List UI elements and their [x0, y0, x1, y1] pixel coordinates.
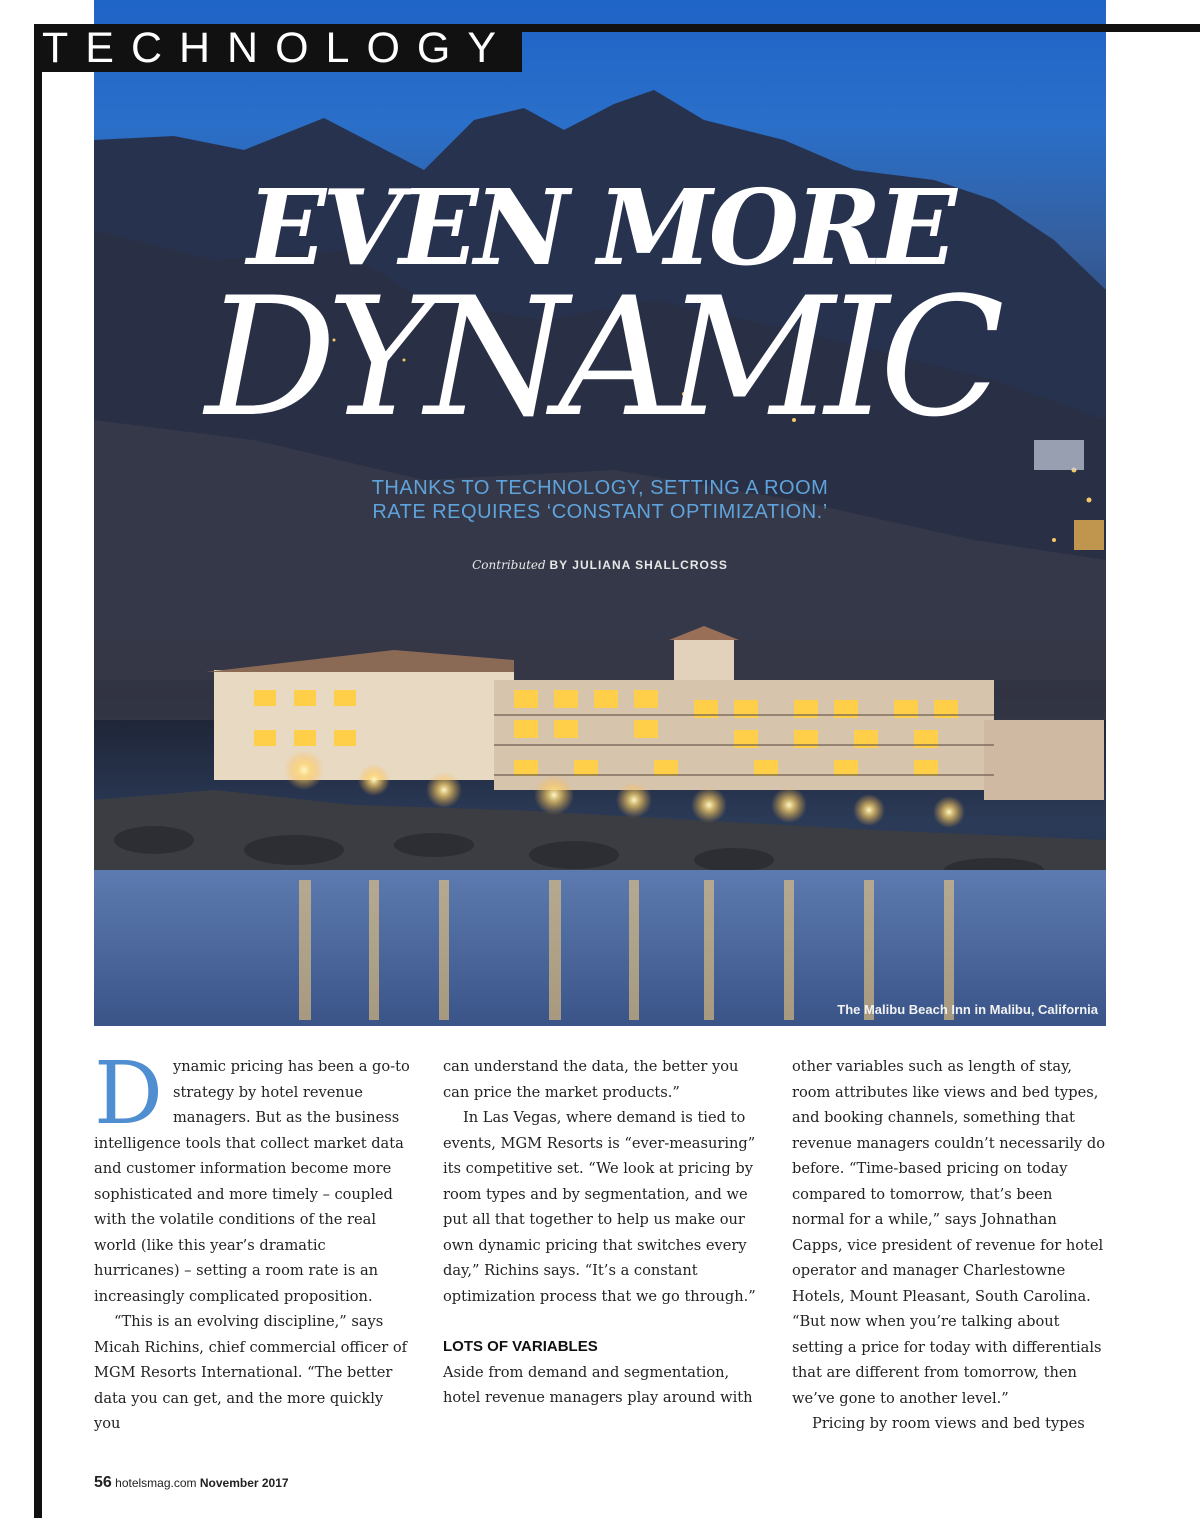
page-number: 56	[94, 1474, 112, 1491]
article-body	[94, 1044, 1106, 1432]
byline-author: BY JULIANA SHALLCROSS	[549, 558, 728, 572]
article-column-3	[792, 1054, 1108, 1437]
article-column-2	[443, 1054, 759, 1411]
paragraph: In Las Vegas, where demand is tied to events, MGM Resorts is “ever-measuring” its competitive set. “We look at pricing by room types and by segmentation, and we put all that together to help us make our own dynamic pricing that switches every day,” Richins says. “It’s a constant optimization process that we go through.”	[443, 1109, 756, 1305]
headline-line-2: DYNAMIC	[205, 262, 995, 453]
paragraph: Pricing by room views and bed types	[812, 1415, 1085, 1432]
deck-line-2: RATE REQUIRES ‘CONSTANT OPTIMIZATION.’	[372, 501, 828, 523]
footer-date: November 2017	[199, 1476, 289, 1490]
section-label: TECHNOLOGY	[34, 24, 522, 72]
drop-cap: D	[94, 1044, 163, 1144]
article-column-1	[94, 1044, 410, 1437]
paragraph: “This is an evolving discipline,” says Micah Richins, chief commercial officer of MGM Resorts International. “The better data you can get, and the more quickly you	[94, 1313, 408, 1432]
photo-caption: The Malibu Beach Inn in Malibu, California	[837, 1002, 1098, 1017]
byline	[300, 558, 900, 572]
footer-site: hotelsmag.com	[115, 1476, 197, 1490]
paragraph: ynamic pricing has been a go-to strategy by hotel revenue managers. But as the business intelligence tools that collect market data and customer information become more sophisticated and more timely – coupled with the volatile conditions of the real world (like this year’s dramatic hurricanes) – setting a room rate is an increasingly complicated proposition.	[94, 1058, 410, 1305]
frame-left-rule	[34, 24, 42, 1518]
subhead: LOTS OF VARIABLES	[443, 1338, 598, 1355]
page-footer	[94, 1474, 289, 1492]
paragraph: other variables such as length of stay, room attributes like views and bed types, and booking channels, something that revenue managers couldn’t necessarily do before. “Time-based pricing on today compared to tomorrow, that’s been normal for a while,” says Johnathan Capps, vice president of revenue for hotel operator and manager Charlestowne Hotels, Mount Pleasant, South Carolina. “But now when you’re talking about setting a price for today with differentials that are different from tomorrow, then we’ve gone to another level.”	[792, 1058, 1106, 1407]
byline-contributed: Contributed	[472, 558, 546, 572]
paragraph: Aside from demand and segmentation, hotel revenue managers play around with	[443, 1363, 753, 1406]
headline-line-1: EVEN MORE	[247, 166, 953, 289]
deck-line-1: THANKS TO TECHNOLOGY, SETTING A ROOM	[371, 477, 829, 499]
paragraph: can understand the data, the better you can price the market products.”	[443, 1058, 739, 1101]
deck	[300, 476, 900, 524]
